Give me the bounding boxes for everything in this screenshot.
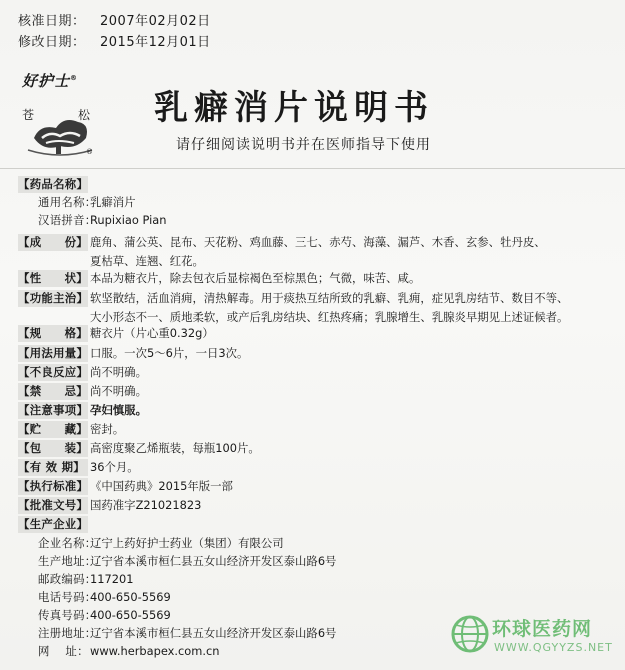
globe-icon xyxy=(450,614,490,654)
section-label: 【贮 藏】 xyxy=(18,422,88,436)
brand-name xyxy=(22,70,78,91)
address-value: 辽宁省本溪市桓仁县五女山经济开发区泰山路6号 xyxy=(90,554,337,568)
package-value: 高密度聚乙烯瓶装，每瓶100片。 xyxy=(90,441,260,455)
adverse-value: 尚不明确。 xyxy=(90,365,147,379)
section-label: 【包 装】 xyxy=(18,441,88,455)
website-value: www.herbapex.com.cn xyxy=(90,644,220,658)
phone-label: 电话号码： xyxy=(38,590,97,604)
fax-label: 传真号码： xyxy=(38,608,97,622)
validity-value: 36个月。 xyxy=(90,460,139,474)
reg-address-value: 辽宁省本溪市桓仁县五女山经济开发区泰山路6号 xyxy=(90,626,337,640)
pinyin-label: 汉语拼音： xyxy=(38,213,97,227)
page-title: 乳癖消片说明书 xyxy=(154,88,434,128)
indications-line-1: 软坚散结，活血消痈，清热解毒。用于痰热互结所致的乳癖、乳痈，症见乳房结节、数目不等、 xyxy=(90,291,569,305)
common-name-value: 乳癖消片 xyxy=(90,195,136,209)
page-subtitle: 请仔细阅读说明书并在医师指导下使用 xyxy=(176,137,431,153)
reg-address-label: 注册地址： xyxy=(38,626,97,640)
watermark-text: 环球医药网 xyxy=(492,618,593,640)
ingredients-line-1: 鹿角、蒲公英、昆布、天花粉、鸡血藤、三七、赤芍、海藻、漏芦、木香、玄参、牡丹皮、 xyxy=(90,235,546,249)
section-label: 【执行标准】 xyxy=(18,479,89,493)
section-label: 【有 效 期】 xyxy=(18,459,88,476)
revision-date-value: 2015年12月01日 xyxy=(100,35,211,50)
section-label: 【注意事项】 xyxy=(18,403,89,417)
pinyin-value: Rupixiao Pian xyxy=(90,213,167,227)
ingredients-line-2: 夏枯草、连翘、红花。 xyxy=(90,254,204,268)
brand-registered-mark: ® xyxy=(70,74,79,82)
watermark xyxy=(450,610,613,660)
company-value: 辽宁上药好护士药业（集团）有限公司 xyxy=(90,536,284,550)
section-label: 【药品名称】 xyxy=(18,177,89,191)
section-label: 【规 格】 xyxy=(18,326,88,340)
section-label: 【用法用量】 xyxy=(18,346,89,360)
section-label: 【功能主治】 xyxy=(18,291,89,305)
brand-logo xyxy=(20,98,98,160)
dosage-value: 口服。一次5～6片，一日3次。 xyxy=(90,346,249,360)
phone-value: 400-650-5569 xyxy=(90,590,171,604)
indications-line-2: 大小形态不一、质地柔软，或产后乳房结块、红热疼痛；乳腺增生、乳腺炎早期见上述证候者。 xyxy=(90,310,569,324)
section-label: 【生产企业】 xyxy=(18,517,89,531)
postcode-label: 邮政编码： xyxy=(38,572,97,586)
precautions-value: 孕妇慎服。 xyxy=(90,403,147,417)
approval-date-label: 核准日期： xyxy=(18,14,86,29)
approval-date-row xyxy=(18,10,211,29)
section-label: 【禁 忌】 xyxy=(18,384,88,398)
postcode-value: 117201 xyxy=(90,572,134,586)
brand-name-text: 好护士 xyxy=(22,72,71,90)
section-label: 【批准文号】 xyxy=(18,498,89,512)
logo-right-char: 松 xyxy=(78,108,91,122)
watermark-url: WWW.QGYYZS.NET xyxy=(494,641,613,654)
approval-date-value: 2007年02月02日 xyxy=(100,14,211,29)
contraindications-value: 尚不明确。 xyxy=(90,384,147,398)
common-name-label: 通用名称： xyxy=(38,195,97,209)
company-label: 企业名称： xyxy=(38,536,97,550)
revision-date-label: 修改日期： xyxy=(18,35,86,50)
section-label: 【不良反应】 xyxy=(18,365,89,379)
logo-left-char: 苍 xyxy=(22,108,35,122)
spec-value: 糖衣片（片心重0.32g） xyxy=(90,326,214,340)
section-label: 【性 状】 xyxy=(18,271,88,285)
character-value: 本品为糖衣片，除去包衣后显棕褐色至棕黑色；气微，味苦、咸。 xyxy=(90,271,421,285)
website-label: 网 址： xyxy=(38,644,89,658)
storage-value: 密封。 xyxy=(90,422,125,436)
section-label: 【成 份】 xyxy=(18,235,88,249)
logo-registered-mark: ® xyxy=(86,148,93,156)
standard-value: 《中国药典》2015年版一部 xyxy=(90,479,233,493)
fax-value: 400-650-5569 xyxy=(90,608,171,622)
revision-date-row xyxy=(18,31,211,50)
approval-number-value: 国药准字Z21021823 xyxy=(90,498,202,512)
address-label: 生产地址： xyxy=(38,554,97,568)
divider xyxy=(0,168,625,169)
